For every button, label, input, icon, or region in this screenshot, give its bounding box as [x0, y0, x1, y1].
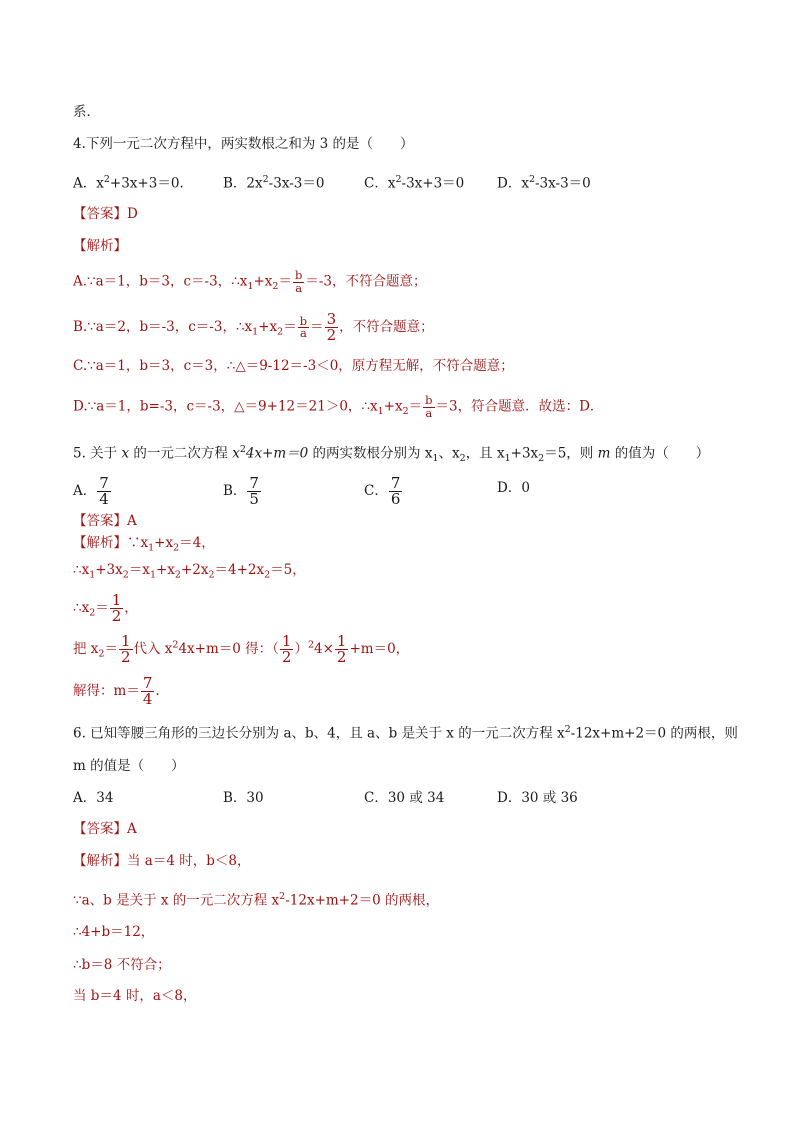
q6-option-b: B．30 [223, 790, 264, 806]
q6-analysis-line-3: ∴4+b＝12， [73, 924, 155, 940]
q5-analysis-line-1: 【解析】$\because x_1+x_2=4$， [73, 535, 215, 554]
q5-option-a: A． $\frac{7}{4}$ [73, 474, 109, 508]
fraction: $\frac{1}{2}$ [336, 632, 347, 666]
fraction: $\frac{7}{6}$ [390, 474, 401, 508]
q5-answer: 【答案】A [73, 513, 137, 529]
q6-stem-line-2: m 的值是（ ） [73, 758, 185, 774]
continuation-text: 系． [73, 104, 100, 120]
q5-analysis-line-3: $\therefore x_2=$ $\frac{1}{2}$ ， [73, 591, 138, 625]
q6-analysis-line-2: ∵a、b 是关于 x 的一元二次方程 $x^2-12x+m+2=0$ 的两根， [73, 891, 439, 909]
q5-option-c: C． $\frac{7}{6}$ [364, 474, 401, 508]
fraction: $\frac{b}{a}$ [294, 268, 303, 295]
fraction: $\frac{7}{5}$ [249, 474, 259, 508]
fraction: $\frac{1}{2}$ [120, 632, 131, 666]
q6-answer: 【答案】A [73, 821, 137, 837]
q6-stem-line-1: 6. 已知等腰三角形的三边长分别为 a、b、4，且 a、b 是关于 x 的一元二次方程 $x^2-12x+m+2=0$ 的两根，则 [73, 724, 738, 742]
q4-answer: 【答案】D [73, 206, 138, 222]
q4-option-b: B．$2x^2-3x-3=0$ [223, 174, 325, 192]
q5-option-d: D．0 [497, 480, 530, 496]
q6-option-a: A．34 [73, 790, 114, 806]
fraction: $\frac{1}{2}$ [281, 632, 292, 666]
q4-analysis-line-d: D.∵a＝1，b=-3，c＝-3，△＝9+12＝21＞0，$\therefore x_1+x_2=$ $\frac{b}{a}$ ＝3，符合题意．故选：D． [73, 393, 604, 420]
q6-analysis-line-4: ∴b＝8 不符合； [73, 957, 171, 973]
fraction: $\frac{7}{4}$ [142, 674, 153, 708]
fraction: $\frac{b}{a}$ [299, 313, 308, 340]
q4-option-a: A．$x^2+3x+3=0$. [73, 174, 184, 192]
fraction: $\frac{7}{4}$ [99, 474, 109, 508]
q4-analysis-title: 【解析】 [73, 238, 127, 254]
q5-analysis-line-5: 解得：m＝ $\frac{7}{4}$ . [73, 674, 160, 708]
q4-analysis-line-b: B.∵a＝2，b＝-3，c＝-3，$\therefore x_1+x_2=$ $\frac{b}{a}$ ＝ $\frac{3}{2}$ ，不符合题意； [73, 310, 434, 344]
q4-stem: 4.下列一元二次方程中，两实数根之和为 3 的是（ ） [73, 136, 414, 152]
q6-analysis-line-5: 当 b＝4 时，a＜8， [73, 988, 197, 1004]
q4-option-d: D．$x^2-3x-3=0$ [497, 174, 591, 192]
q6-option-d: D．30 或 36 [497, 790, 578, 806]
q6-analysis-line-1: 【解析】当 a＝4 时，b＜8， [73, 853, 251, 869]
q4-analysis-line-a: A.∵a＝1，b＝3，c＝-3，$\therefore x_1+x_2=$ $\frac{b}{a}$ ＝-3，不符合题意； [73, 268, 427, 295]
q6-option-c: C．30 或 34 [364, 790, 445, 806]
q5-option-b: B． $\frac{7}{5}$ [223, 474, 259, 508]
fraction: $\frac{b}{a}$ [425, 393, 433, 420]
fraction: $\frac{3}{2}$ [326, 310, 337, 344]
q5-analysis-line-4: 把 $x_2=$ $\frac{1}{2}$ 代入 $x^24x+m=0$ 得：（ $\frac{1}{2}$ ）$^2$4× $\frac{1}{2}$ +m＝0， [73, 632, 410, 666]
q5-stem: 5. 关于 x 的一元二次方程 $x^24x+m=0$ 的两实数根分别为 $x_1$、$x_2$，且 $x_1+3x_2=5$，则 m 的值为（ ） [73, 444, 710, 465]
fraction: $\frac{1}{2}$ [111, 591, 122, 625]
q5-analysis-line-2: $\therefore x_1+3x_2=x_1+x_2+2x_2=4+2x_2=5$， [73, 562, 306, 581]
q4-analysis-line-c: C.∵a＝1，b＝3，c＝3，∴△＝9-12＝-3＜0，原方程无解，不符合题意； [73, 358, 514, 374]
q4-option-c: C．$x^2-3x+3=0$ [364, 174, 465, 192]
